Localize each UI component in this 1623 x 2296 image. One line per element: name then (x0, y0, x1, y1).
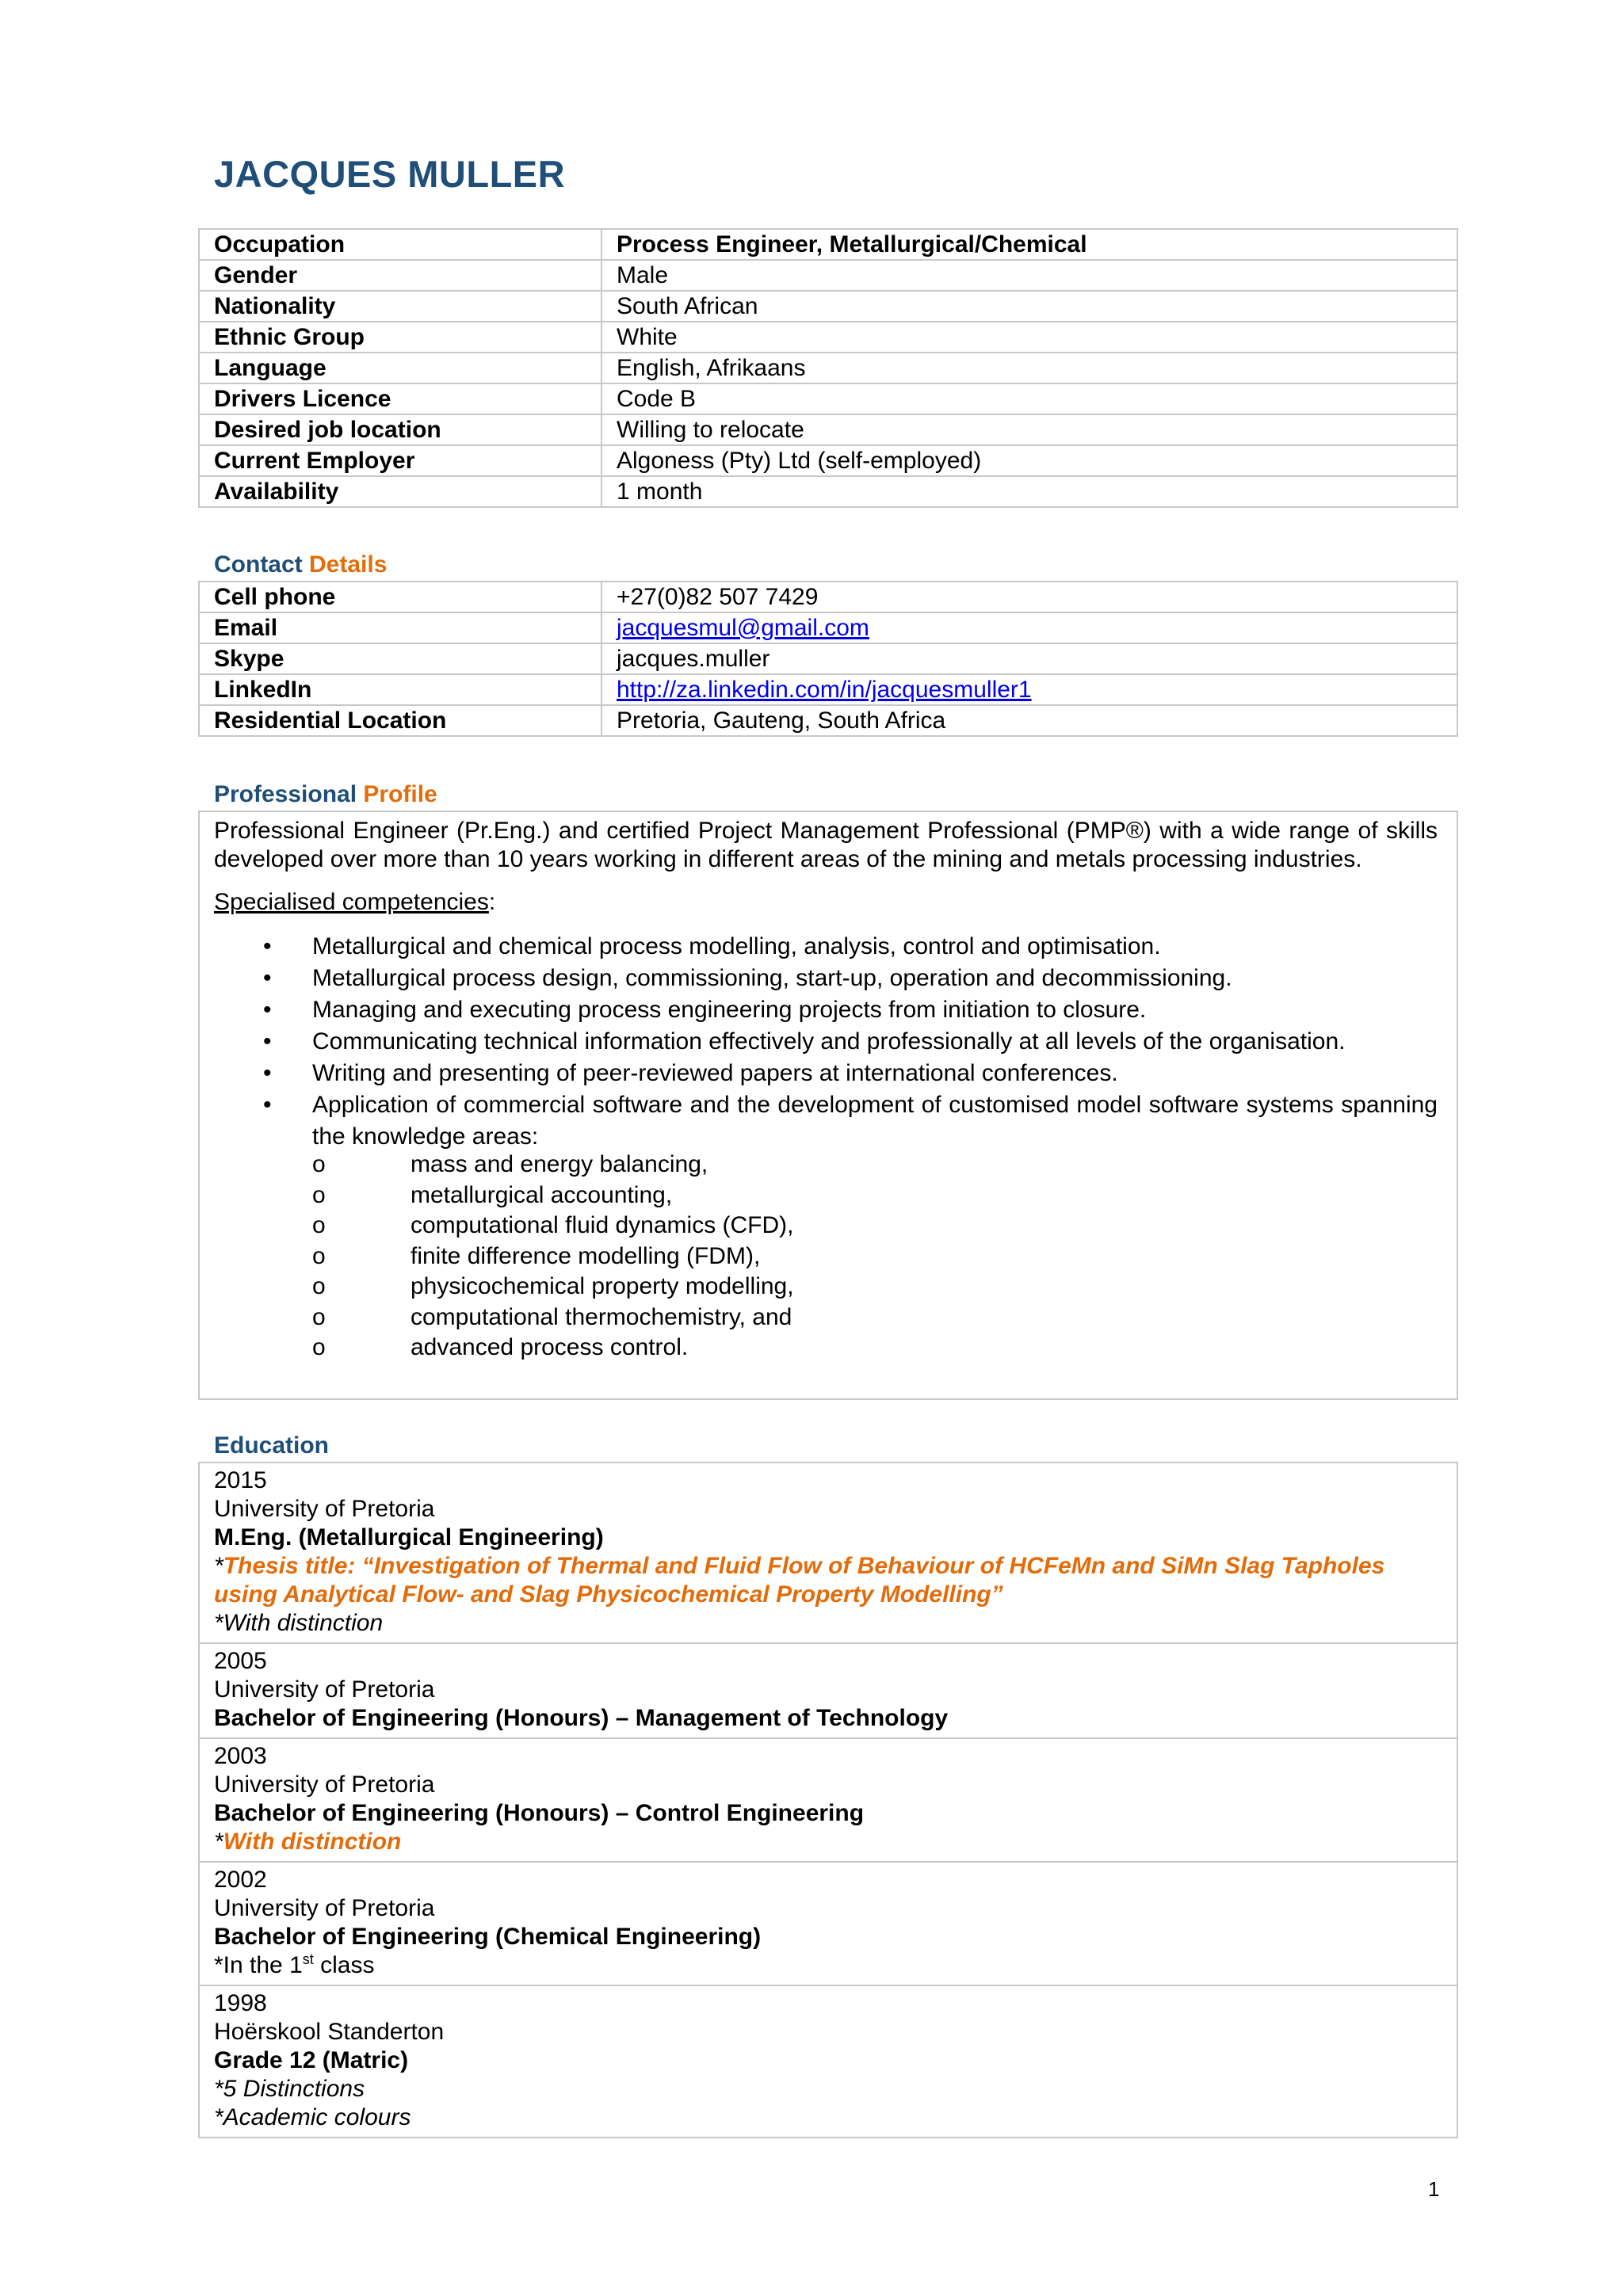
knowledge-area-item (312, 1333, 1438, 1363)
personal-value: 1 month (601, 476, 1457, 507)
education-year: 2005 (214, 1648, 267, 1674)
competency-text: Metallurgical and chemical process modelling, analysis, control and optimisation. (312, 933, 1161, 959)
contact-row (199, 643, 1457, 674)
bullet-glyph: • (263, 1028, 272, 1055)
bullet-glyph: • (263, 1060, 272, 1086)
personal-row (199, 476, 1457, 507)
education-degree: Bachelor of Engineering (Chemical Engineering) (214, 1924, 762, 1950)
education-row (199, 1643, 1457, 1738)
professional-profile-box (198, 810, 1458, 1400)
contact-heading-word1: Contact (214, 551, 303, 578)
education-class-note: *In the 1st class (214, 1951, 375, 1978)
contact-key: Residential Location (199, 705, 601, 736)
bullet-glyph: • (263, 965, 272, 991)
contact-heading-word2: Details (309, 551, 388, 578)
profile-intro: Professional Engineer (Pr.Eng.) and certified Project Management Professional (PMP®) with a wide range of skills developed over more than 10 years working in different areas of the mining and metals processing industries. (214, 818, 1438, 872)
knowledge-area-item (312, 1150, 1438, 1180)
contact-details-heading (214, 551, 387, 578)
contact-key: Skype (199, 643, 601, 674)
sub-bullet-glyph: o (312, 1181, 326, 1208)
education-cell (199, 1862, 1457, 1985)
contact-value: +27(0)82 507 7429 (601, 582, 1457, 612)
sub-bullet-glyph: o (312, 1273, 326, 1299)
education-institution: University of Pretoria (214, 1772, 435, 1798)
education-year: 2002 (214, 1867, 267, 1893)
competency-text: Metallurgical process design, commissioning, start-up, operation and decommissioning. (312, 965, 1232, 991)
education-institution: Hoërskool Standerton (214, 2019, 445, 2045)
personal-value: White (601, 322, 1457, 353)
personal-key: Ethnic Group (199, 322, 601, 353)
knowledge-area-item (312, 1241, 1438, 1272)
thesis-title: *Thesis title: “Investigation of Thermal and Fluid Flow of Behaviour of HCFeMn and SiMn Slag Tapholes using Analytical Flow- and Slag Physicochemical Property Modelling” (214, 1553, 1385, 1608)
competencies-label: Specialised competencies: (214, 889, 496, 915)
linkedin-link[interactable]: http://za.linkedin.com/in/jacquesmuller1 (617, 677, 1032, 703)
competency-item (214, 963, 1438, 994)
contact-key: Email (199, 612, 601, 643)
education-cell (199, 1738, 1457, 1862)
personal-row (199, 383, 1457, 414)
personal-row (199, 229, 1457, 260)
education-row (199, 1463, 1457, 1643)
personal-value: Willing to relocate (601, 414, 1457, 445)
education-degree: Grade 12 (Matric) (214, 2047, 409, 2073)
bullet-glyph: • (263, 997, 272, 1023)
competency-text: Communicating technical information effectively and professionally at all levels of the organisation. (312, 1028, 1346, 1055)
personal-row (199, 414, 1457, 445)
personal-value: Process Engineer, Metallurgical/Chemical (601, 229, 1457, 260)
knowledge-area-text: metallurgical accounting, (411, 1181, 673, 1208)
knowledge-area-text: physicochemical property modelling, (411, 1273, 794, 1299)
contact-row (199, 705, 1457, 736)
personal-key: Nationality (199, 291, 601, 322)
education-institution: University of Pretoria (214, 1496, 435, 1522)
competency-text: Application of commercial software and the development of customised model software systems spanning the knowledge areas: (312, 1092, 1438, 1150)
personal-key: Availability (199, 476, 601, 507)
competency-item (214, 1026, 1438, 1058)
knowledge-area-text: computational fluid dynamics (CFD), (411, 1212, 794, 1238)
competency-text: Writing and presenting of peer-reviewed papers at international conferences. (312, 1060, 1118, 1086)
education-year: 2015 (214, 1467, 267, 1493)
personal-value: Male (601, 260, 1457, 291)
education-year: 1998 (214, 1990, 267, 2016)
personal-key: Gender (199, 260, 601, 291)
education-distinction: *With distinction (214, 1829, 402, 1855)
personal-value: English, Afrikaans (601, 353, 1457, 383)
sub-bullet-glyph: o (312, 1151, 326, 1177)
education-institution: University of Pretoria (214, 1895, 435, 1921)
competency-item (214, 931, 1438, 963)
education-cell (199, 1985, 1457, 2138)
competencies-list (214, 931, 1438, 1363)
sub-bullet-glyph: o (312, 1242, 326, 1269)
contact-row (199, 582, 1457, 612)
contact-key: LinkedIn (199, 674, 601, 705)
personal-row (199, 353, 1457, 383)
contact-row (199, 612, 1457, 643)
personal-row (199, 291, 1457, 322)
candidate-name: JACQUES MULLER (214, 153, 566, 195)
sub-bullet-glyph: o (312, 1212, 326, 1238)
bullet-glyph: • (263, 933, 272, 959)
personal-key: Occupation (199, 229, 601, 260)
education-note: *With distinction (214, 1610, 384, 1636)
contact-value[interactable] (601, 674, 1457, 705)
education-table (198, 1462, 1458, 2138)
personal-value: Code B (601, 383, 1457, 414)
knowledge-area-item (312, 1302, 1438, 1333)
profile-heading-word1: Professional (214, 781, 357, 807)
personal-key: Current Employer (199, 445, 601, 476)
sub-bullet-glyph: o (312, 1334, 326, 1360)
personal-details-table (198, 228, 1458, 508)
bullet-glyph: • (263, 1092, 272, 1118)
personal-key: Desired job location (199, 414, 601, 445)
competency-text: Managing and executing process engineering projects from initiation to closure. (312, 997, 1147, 1023)
education-degree: M.Eng. (Metallurgical Engineering) (214, 1524, 604, 1550)
personal-value: Algoness (Pty) Ltd (self-employed) (601, 445, 1457, 476)
contact-value[interactable] (601, 612, 1457, 643)
education-row (199, 1862, 1457, 1985)
contact-value: Pretoria, Gauteng, South Africa (601, 705, 1457, 736)
education-degree: Bachelor of Engineering (Honours) – Control Engineering (214, 1800, 865, 1826)
competency-item (214, 994, 1438, 1026)
knowledge-area-item (312, 1211, 1438, 1241)
education-degree: Bachelor of Engineering (Honours) – Management of Technology (214, 1705, 949, 1731)
education-year: 2003 (214, 1743, 267, 1769)
knowledge-area-text: mass and energy balancing, (411, 1151, 708, 1177)
personal-key: Language (199, 353, 601, 383)
email-link[interactable]: jacquesmul@gmail.com (617, 615, 869, 641)
personal-row (199, 445, 1457, 476)
sub-bullet-glyph: o (312, 1303, 326, 1330)
contact-value: jacques.muller (601, 643, 1457, 674)
knowledge-area-text: finite difference modelling (FDM), (411, 1242, 761, 1269)
professional-profile-heading (214, 781, 437, 808)
education-note: *5 Distinctions (214, 2076, 365, 2102)
personal-row (199, 322, 1457, 353)
knowledge-area-item (312, 1272, 1438, 1302)
personal-value: South African (601, 291, 1457, 322)
personal-key: Drivers Licence (199, 383, 601, 414)
personal-row (199, 260, 1457, 291)
education-row (199, 1738, 1457, 1862)
competency-item (214, 1089, 1438, 1363)
knowledge-area-item (312, 1180, 1438, 1211)
education-cell (199, 1643, 1457, 1738)
contact-row (199, 674, 1457, 705)
competency-item (214, 1058, 1438, 1089)
contact-key: Cell phone (199, 582, 601, 612)
education-institution: University of Pretoria (214, 1676, 435, 1703)
page-number: 1 (1428, 2177, 1440, 2201)
knowledge-area-text: advanced process control. (411, 1334, 689, 1360)
contact-details-table (198, 581, 1458, 737)
education-note: *Academic colours (214, 2104, 411, 2130)
profile-heading-word2: Profile (363, 781, 437, 807)
knowledge-area-text: computational thermochemistry, and (411, 1303, 792, 1330)
education-heading: Education (214, 1432, 330, 1459)
knowledge-areas-list (312, 1150, 1438, 1363)
education-row (199, 1985, 1457, 2138)
education-cell (199, 1463, 1457, 1643)
